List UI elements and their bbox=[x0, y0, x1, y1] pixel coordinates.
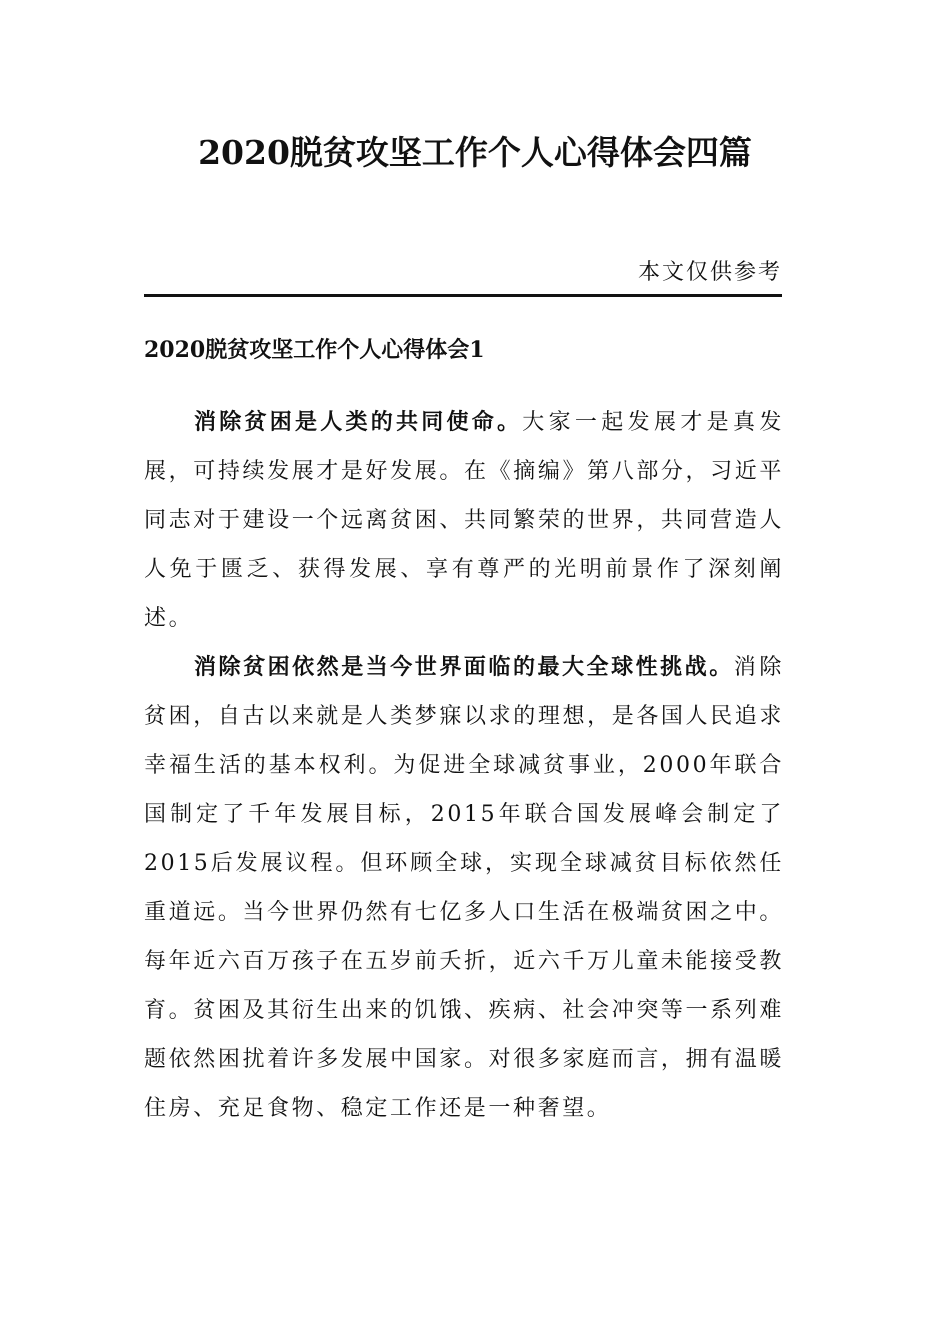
paragraph-1 bbox=[144, 398, 784, 643]
paragraph-2 bbox=[144, 643, 784, 1133]
paragraph-2-text: 消除贫困，自古以来就是人类梦寐以求的理想，是各国人民追求幸福生活的基本权利。为促进全球减贫事业，2000年联合国制定了千年发展目标，2015年联合国发展峰会制定了2015后发展议程。但环顾全球，实现全球减贫目标依然任重道远。当今世界仍然有七亿多人口生活在极端贫困之中。每年近六百万孩子在五岁前夭折，近六千万儿童未能接受教育。贫困及其衍生出来的饥饿、疾病、社会冲突等一系列难题依然困扰着许多发展中国家。对很多家庭而言，拥有温暖住房、充足食物、稳定工作还是一种奢望。 bbox=[144, 655, 784, 1121]
paragraph-2-lead: 消除贫困依然是当今世界面临的最大全球性挑战。 bbox=[194, 654, 734, 680]
document-title: 2020脱贫攻坚工作个人心得体会四篇 bbox=[198, 133, 752, 172]
reference-note: 本文仅供参考 bbox=[637, 260, 782, 285]
paragraph-1-lead: 消除贫困是人类的共同使命。 bbox=[194, 409, 523, 435]
header-divider bbox=[144, 294, 782, 297]
body-text bbox=[144, 398, 784, 1133]
paragraph-1-text: 大家一起发展才是真发展，可持续发展才是好发展。在《摘编》第八部分，习近平同志对于建设一个远离贫困、共同繁荣的世界，共同营造人人免于匮乏、获得发展、享有尊严的光明前景作了深刻阐述。 bbox=[144, 410, 784, 631]
section-heading: 2020脱贫攻坚工作个人心得体会1 bbox=[144, 337, 485, 363]
